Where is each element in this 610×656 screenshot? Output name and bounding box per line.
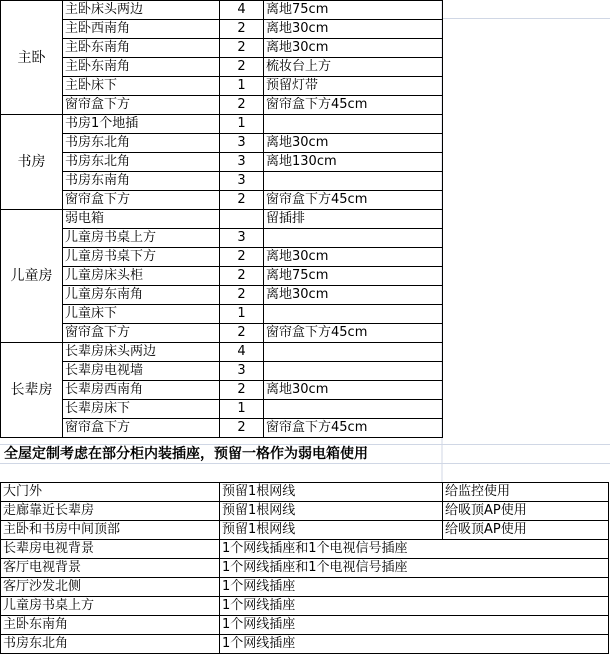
note-cell: 预留灯带 bbox=[264, 77, 443, 96]
item-cell: 1个网线插座和1个电视信号插座 bbox=[220, 540, 609, 559]
qty-cell: 1 bbox=[220, 305, 264, 324]
table-row bbox=[1, 286, 443, 305]
location-cell: 长辈房床下 bbox=[63, 400, 220, 419]
location-cell: 走廊靠近长辈房 bbox=[1, 502, 220, 521]
table-row bbox=[1, 635, 609, 654]
location-cell: 书房1个地插 bbox=[63, 115, 220, 134]
location-cell: 书房东北角 bbox=[1, 635, 220, 654]
note-cell: 离地30cm bbox=[264, 381, 443, 400]
table-row bbox=[1, 502, 609, 521]
qty-cell: 2 bbox=[220, 191, 264, 210]
note-cell: 留插排 bbox=[264, 210, 443, 229]
qty-cell: 3 bbox=[220, 153, 264, 172]
note-cell: 离地130cm bbox=[264, 153, 443, 172]
note-cell bbox=[264, 229, 443, 248]
table-row bbox=[1, 483, 609, 502]
location-cell: 长辈房电视背景 bbox=[1, 540, 220, 559]
qty-cell: 2 bbox=[220, 324, 264, 343]
table-row bbox=[1, 597, 609, 616]
note-cell: 离地30cm bbox=[264, 39, 443, 58]
qty-cell: 3 bbox=[220, 229, 264, 248]
table-row bbox=[1, 248, 443, 267]
item-cell: 1个网线插座 bbox=[220, 597, 609, 616]
location-cell: 儿童床下 bbox=[63, 305, 220, 324]
location-cell: 长辈房床头两边 bbox=[63, 343, 220, 362]
table-row bbox=[1, 39, 443, 58]
location-cell: 儿童房书桌下方 bbox=[63, 248, 220, 267]
note-cell: 离地30cm bbox=[264, 134, 443, 153]
qty-cell: 1 bbox=[220, 400, 264, 419]
table-row bbox=[1, 400, 443, 419]
table-row bbox=[1, 267, 443, 286]
qty-cell: 1 bbox=[220, 115, 264, 134]
location-cell: 主卧东南角 bbox=[1, 616, 220, 635]
table-row bbox=[1, 578, 609, 597]
table-row bbox=[1, 1, 443, 20]
table-row bbox=[1, 172, 443, 191]
item-cell: 预留1根网线 bbox=[220, 483, 443, 502]
qty-cell: 1 bbox=[220, 77, 264, 96]
note-cell: 窗帘盒下方45cm bbox=[264, 324, 443, 343]
table-row bbox=[1, 324, 443, 343]
room-cell: 长辈房 bbox=[1, 343, 63, 438]
location-cell: 书房东北角 bbox=[63, 134, 220, 153]
note-cell: 窗帘盒下方45cm bbox=[264, 191, 443, 210]
note-cell bbox=[264, 343, 443, 362]
qty-cell: 2 bbox=[220, 96, 264, 115]
location-cell: 主卧东南角 bbox=[63, 58, 220, 77]
usage-cell: 给监控使用 bbox=[443, 483, 609, 502]
room-cell: 儿童房 bbox=[1, 210, 63, 343]
table-row bbox=[1, 96, 443, 115]
item-cell: 1个网线插座 bbox=[220, 578, 609, 597]
location-cell: 长辈房西南角 bbox=[63, 381, 220, 400]
location-cell: 弱电箱 bbox=[63, 210, 220, 229]
location-cell: 儿童房东南角 bbox=[63, 286, 220, 305]
table-row bbox=[1, 115, 443, 134]
qty-cell: 3 bbox=[220, 134, 264, 153]
qty-cell: 2 bbox=[220, 286, 264, 305]
item-cell: 1个网线插座 bbox=[220, 635, 609, 654]
location-cell: 长辈房电视墙 bbox=[63, 362, 220, 381]
note-cell: 窗帘盒下方45cm bbox=[264, 419, 443, 438]
location-cell: 主卧床下 bbox=[63, 77, 220, 96]
location-cell: 大门外 bbox=[1, 483, 220, 502]
qty-cell bbox=[220, 210, 264, 229]
note-line: 全屋定制考虑在部分柜内装插座，预留一格作为弱电箱使用 bbox=[4, 446, 368, 462]
table-row bbox=[1, 362, 443, 381]
qty-cell: 3 bbox=[220, 172, 264, 191]
item-cell: 预留1根网线 bbox=[220, 521, 443, 540]
location-cell: 主卧西南角 bbox=[63, 20, 220, 39]
table-row bbox=[1, 419, 443, 438]
note-cell: 离地75cm bbox=[264, 267, 443, 286]
note-cell: 离地30cm bbox=[264, 286, 443, 305]
qty-cell: 4 bbox=[220, 1, 264, 20]
location-cell: 书房东南角 bbox=[63, 172, 220, 191]
table-row bbox=[1, 210, 443, 229]
table-row bbox=[1, 134, 443, 153]
qty-cell: 2 bbox=[220, 381, 264, 400]
table-row bbox=[1, 343, 443, 362]
location-cell: 儿童房书桌上方 bbox=[1, 597, 220, 616]
table-row bbox=[1, 20, 443, 39]
location-cell: 窗帘盒下方 bbox=[63, 419, 220, 438]
note-cell: 梳妆台上方 bbox=[264, 58, 443, 77]
location-cell: 主卧东南角 bbox=[63, 39, 220, 58]
note-cell bbox=[264, 172, 443, 191]
table-row bbox=[1, 559, 609, 578]
table-row bbox=[1, 305, 443, 324]
table-row bbox=[1, 540, 609, 559]
socket-table bbox=[0, 0, 443, 438]
qty-cell: 2 bbox=[220, 39, 264, 58]
location-cell: 主卧床头两边 bbox=[63, 1, 220, 20]
usage-cell: 给吸顶AP使用 bbox=[443, 502, 609, 521]
note-cell: 窗帘盒下方45cm bbox=[264, 96, 443, 115]
note-cell: 离地30cm bbox=[264, 248, 443, 267]
table-row bbox=[1, 77, 443, 96]
note-cell bbox=[264, 305, 443, 324]
note-cell bbox=[264, 400, 443, 419]
location-cell: 儿童房书桌上方 bbox=[63, 229, 220, 248]
item-cell: 预留1根网线 bbox=[220, 502, 443, 521]
item-cell: 1个网线插座 bbox=[220, 616, 609, 635]
note-cell bbox=[264, 362, 443, 381]
table-row bbox=[1, 229, 443, 248]
qty-cell: 2 bbox=[220, 267, 264, 286]
table-row bbox=[1, 381, 443, 400]
room-cell: 书房 bbox=[1, 115, 63, 210]
usage-cell: 给吸顶AP使用 bbox=[443, 521, 609, 540]
table-row bbox=[1, 153, 443, 172]
table-row bbox=[1, 616, 609, 635]
network-table bbox=[0, 482, 609, 654]
location-cell: 窗帘盒下方 bbox=[63, 324, 220, 343]
qty-cell: 2 bbox=[220, 419, 264, 438]
qty-cell: 3 bbox=[220, 362, 264, 381]
qty-cell: 2 bbox=[220, 20, 264, 39]
table-row bbox=[1, 58, 443, 77]
location-cell: 窗帘盒下方 bbox=[63, 191, 220, 210]
location-cell: 书房东北角 bbox=[63, 153, 220, 172]
item-cell: 1个网线插座和1个电视信号插座 bbox=[220, 559, 609, 578]
qty-cell: 2 bbox=[220, 58, 264, 77]
note-cell bbox=[264, 115, 443, 134]
note-cell: 离地75cm bbox=[264, 1, 443, 20]
note-cell: 离地30cm bbox=[264, 20, 443, 39]
location-cell: 窗帘盒下方 bbox=[63, 96, 220, 115]
table-row bbox=[1, 521, 609, 540]
table-row bbox=[1, 191, 443, 210]
room-cell: 主卧 bbox=[1, 1, 63, 115]
qty-cell: 4 bbox=[220, 343, 264, 362]
qty-cell: 2 bbox=[220, 248, 264, 267]
location-cell: 客厅电视背景 bbox=[1, 559, 220, 578]
location-cell: 客厅沙发北侧 bbox=[1, 578, 220, 597]
location-cell: 主卧和书房中间顶部 bbox=[1, 521, 220, 540]
location-cell: 儿童房床头柜 bbox=[63, 267, 220, 286]
